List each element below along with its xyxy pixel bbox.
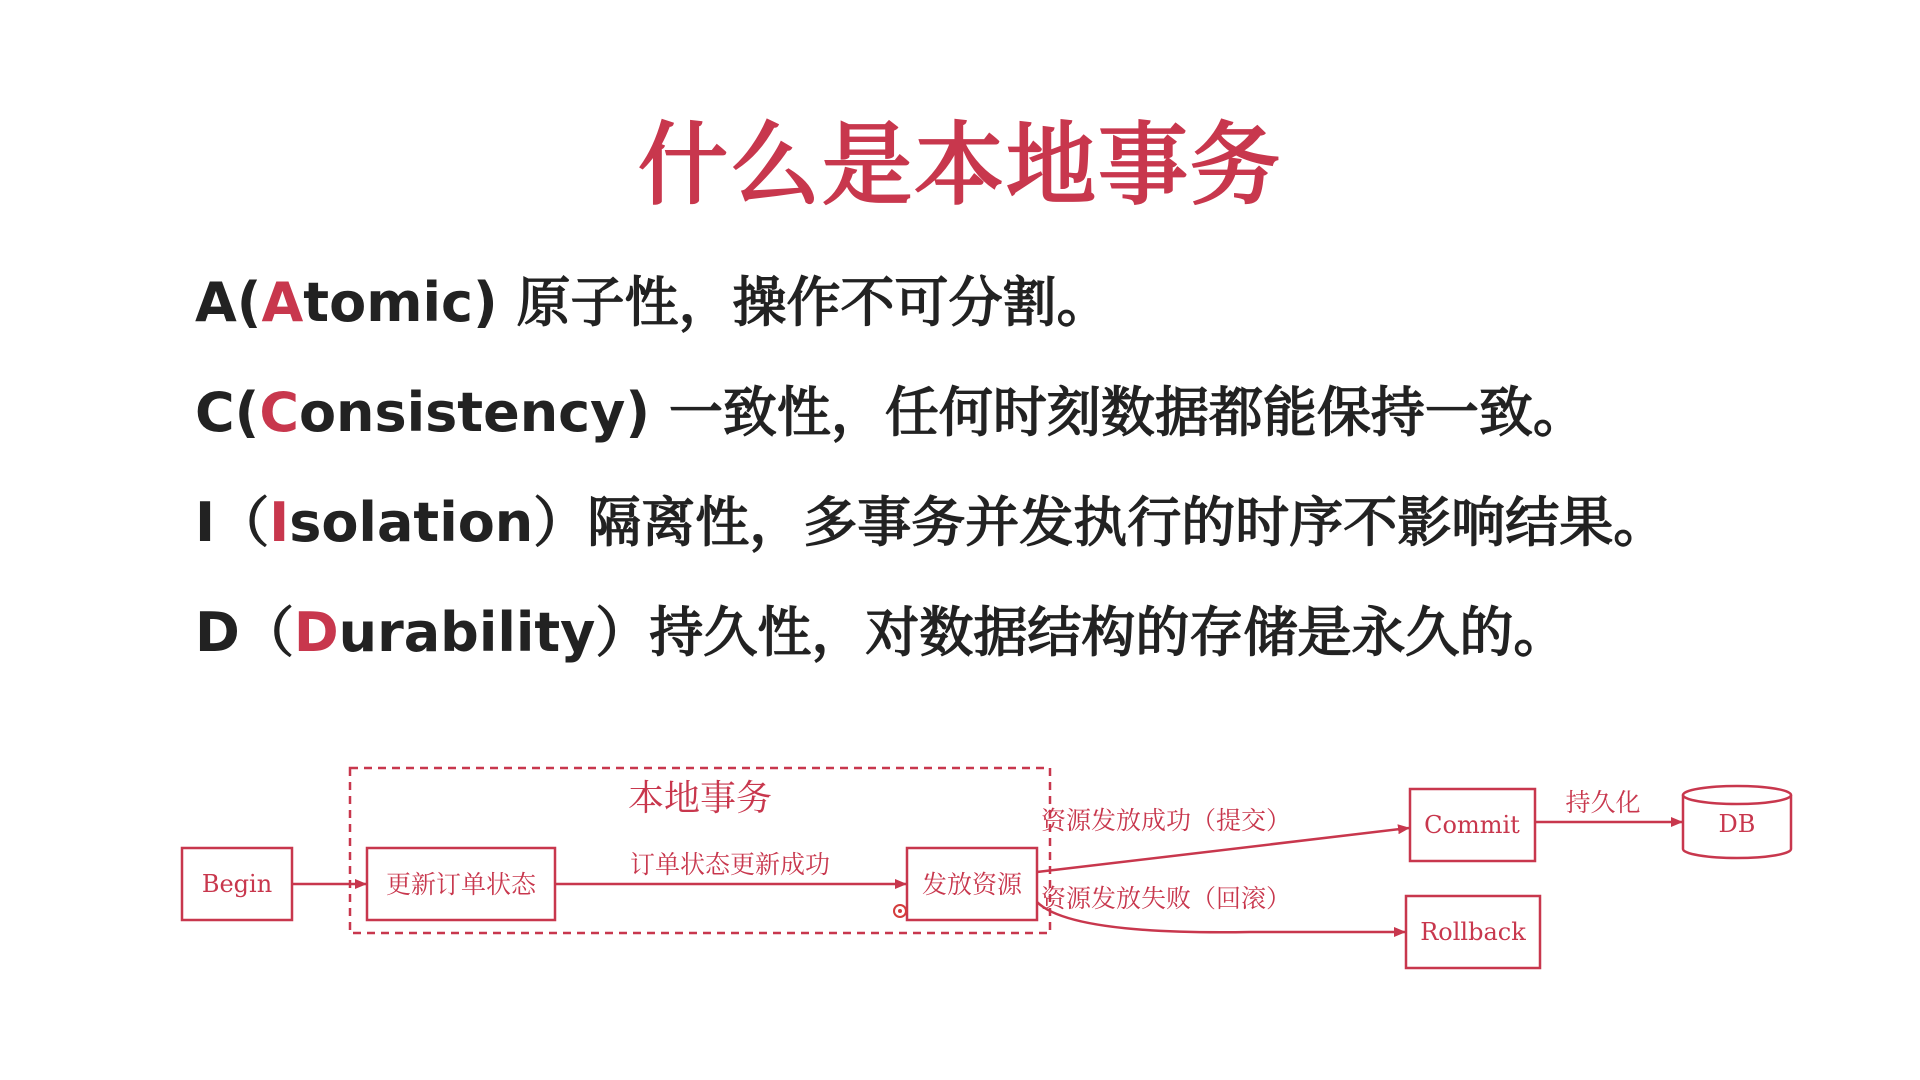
acid-atomic-letter: A [261,271,304,334]
issue-fail-label: 资源发放失败（回滚） [1040,884,1292,913]
commit-label: Commit [1424,811,1520,839]
cursor-indicator [894,905,906,917]
acid-durability-desc: 持久性，对数据结构的存储是永久的。 [649,601,1568,664]
acid-durability-letter: D [293,601,339,664]
issue-resource-label: 发放资源 [921,870,1023,899]
acid-durability-prefix: D（ [195,601,294,664]
acid-durability-word: urability） [338,601,650,664]
acid-atomic-desc: 原子性，操作不可分割。 [497,271,1111,334]
acid-isolation-word: solation） [289,491,588,554]
issue-success-label: 资源发放成功（提交） [1040,806,1292,835]
acid-atomic-prefix: A( [195,271,262,334]
acid-isolation-letter: I [269,491,290,554]
update-order-label: 更新订单状态 [385,870,537,899]
local-transaction-label: 本地事务 [627,778,773,819]
page-title: 什么是本地事务 [638,113,1282,218]
acid-consistency-word: onsistency) [298,381,651,444]
acid-consistency-letter: C [259,381,299,444]
db-label: DB [1718,810,1756,838]
order-updated-label: 订单状态更新成功 [629,850,831,879]
acid-isolation-desc: 隔离性，多事务并发执行的时序不影响结果。 [587,491,1668,554]
acid-atomic-word: tomic) [303,271,498,334]
begin-label: Begin [201,870,273,898]
acid-consistency-prefix: C( [195,381,260,444]
acid-consistency-desc: 一致性，任何时刻数据都能保持一致。 [650,381,1587,444]
rollback-label: Rollback [1420,918,1526,946]
persist-label: 持久化 [1565,788,1641,817]
acid-isolation-prefix: I（ [195,491,270,554]
